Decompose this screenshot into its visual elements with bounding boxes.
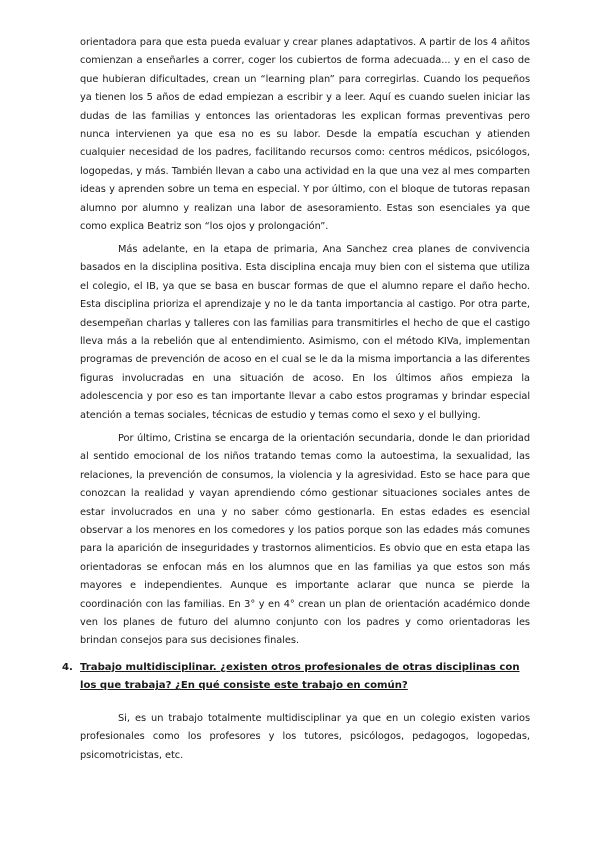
paragraph-infantil-orientation: orientadora para que esta pueda evaluar y crear planes adaptativos. A partir de los 4 añitos comienzan a enseñarles a correr, coger los cubiertos de forma adecuada... y en el caso de que hubieran dificultades, crean un “learning plan” para corregirlas. Cuando los pequeños ya tienen los 5 años de edad empiezan a escribir y a leer. Aquí es cuando suelen iniciar las dudas de las familias y entonces las orientadoras les explican formas preventivas pero nunca intervienen ya que esa no es su labor. Desde la empatía escuchan y atienden cualquier necesidad de los padres, facilitando recursos como: centros médicos, psicólogos, logopedas, y más. También llevan a cabo una actividad en la que una vez al mes comparten ideas y aprenden sobre un tema en especial. Y por último, con el bloque de tutoras repasan alumno por alumno y realizan una labor de asesoramiento. Estas son esenciales ya que como explica Beatriz son “los ojos y prolongación”.: [80, 37, 530, 233]
answer-paragraph: Si, es un trabajo totalmente multidisciplinar ya que en un colegio existen varios profesionales como los profesores y los tutores, psicólogos, pedagogos, logopedas, psicomotricistas, etc.: [80, 713, 530, 761]
question-number: 4.: [62, 662, 73, 673]
question-heading: [62, 659, 532, 696]
question-text: Trabajo multidisciplinar. ¿existen otros profesionales de otras disciplinas con los que trabaja? ¿En qué consiste este trabajo en común?: [80, 662, 520, 692]
paragraph-primaria-orientation: Más adelante, en la etapa de primaria, Ana Sanchez crea planes de convivencia basados en la disciplina positiva. Esta disciplina encaja muy bien con el sistema que utiliza el colegio, el IB, ya que se basa en buscar formas de que el alumno repare el daño hecho. Esta disciplina prioriza el aprendizaje y no le da tanta importancia al castigo. Por otra parte, desempeñan charlas y talleres con las familias para transmitirles el hecho de que el castigo lleva más a la rebelión que al entendimiento. Asimismo, con el método KIVa, implementan programas de prevención de acoso en el cual se le da la misma importancia a las diferentes figuras involucradas en una situación de acoso. En los últimos años empieza la adolescencia y por eso es tan importante llevar a cabo estos programas y brindar especial atención a temas sociales, técnicas de estudio y temas como el sexo y el bullying.: [80, 244, 530, 421]
paragraph-secundaria-orientation: Por último, Cristina se encarga de la orientación secundaria, donde le dan prioridad al sentido emocional de los niños tratando temas como la autoestima, la sexualidad, las relaciones, la prevención de consumos, la violencia y la agresividad. Esto se hace para que conozcan la realidad y vayan aprendiendo cómo gestionar situaciones sociales antes de estar involucrados en una y no saber cómo gestionarla. En estas edades es esencial observar a los menores en los comedores y los patios porque son las edades más comunes para la aparición de inseguridades y trastornos alimenticios. Es obvio que en esta etapa las orientadoras se enfocan más en los alumnos que en las familias ya que estos son más mayores e independientes. Aunque es importante aclarar que nunca se pierde la coordinación con las familias. En 3° y en 4° crean un plan de orientación académico donde ven los planes de futuro del alumno conjunto con los padres y como orientadoras les brindan consejos para sus decisiones finales.: [80, 433, 530, 647]
